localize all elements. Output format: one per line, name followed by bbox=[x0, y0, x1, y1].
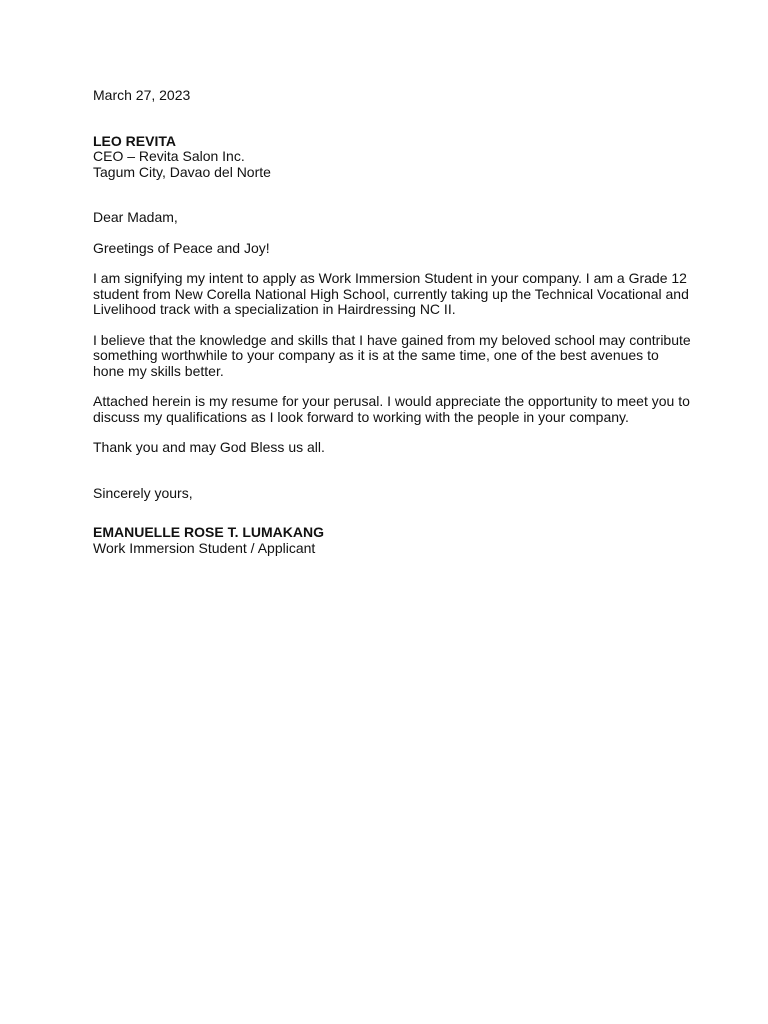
recipient-name: LEO REVITA bbox=[93, 132, 176, 149]
application-letter bbox=[93, 88, 693, 556]
body-paragraph-intent: I am signifying my intent to apply as Work Immersion Student in your company. I am a Grade 12 student from New Corella National High School, currently taking up the Technical Vocational and Livelihood track with a specialization in Hairdressing NC II. bbox=[93, 270, 689, 317]
body-paragraph-resume: Attached herein is my resume for your perusal. I would appreciate the opportunity to meet you to discuss my qualifications as I look forward to working with the people in your company. bbox=[93, 393, 690, 425]
greeting: Greetings of Peace and Joy! bbox=[93, 239, 270, 256]
signature-block bbox=[93, 525, 693, 556]
recipient-address: Tagum City, Davao del Norte bbox=[93, 163, 271, 180]
sender-role: Work Immersion Student / Applicant bbox=[93, 539, 316, 556]
salutation: Dear Madam, bbox=[93, 209, 178, 225]
recipient-title: CEO – Revita Salon Inc. bbox=[93, 148, 245, 164]
recipient-block bbox=[93, 134, 693, 181]
body-paragraph-skills: I believe that the knowledge and skills that I have gained from my beloved school may contribute something worthwhile to your company as it is at the same time, one of the best avenues to hone my skills better. bbox=[93, 331, 691, 379]
sender-name: EMANUELLE ROSE T. LUMAKANG bbox=[93, 524, 324, 540]
thanks-line: Thank you and may God Bless us all. bbox=[93, 439, 325, 455]
letter-date: March 27, 2023 bbox=[93, 87, 191, 103]
closing: Sincerely yours, bbox=[93, 484, 193, 501]
